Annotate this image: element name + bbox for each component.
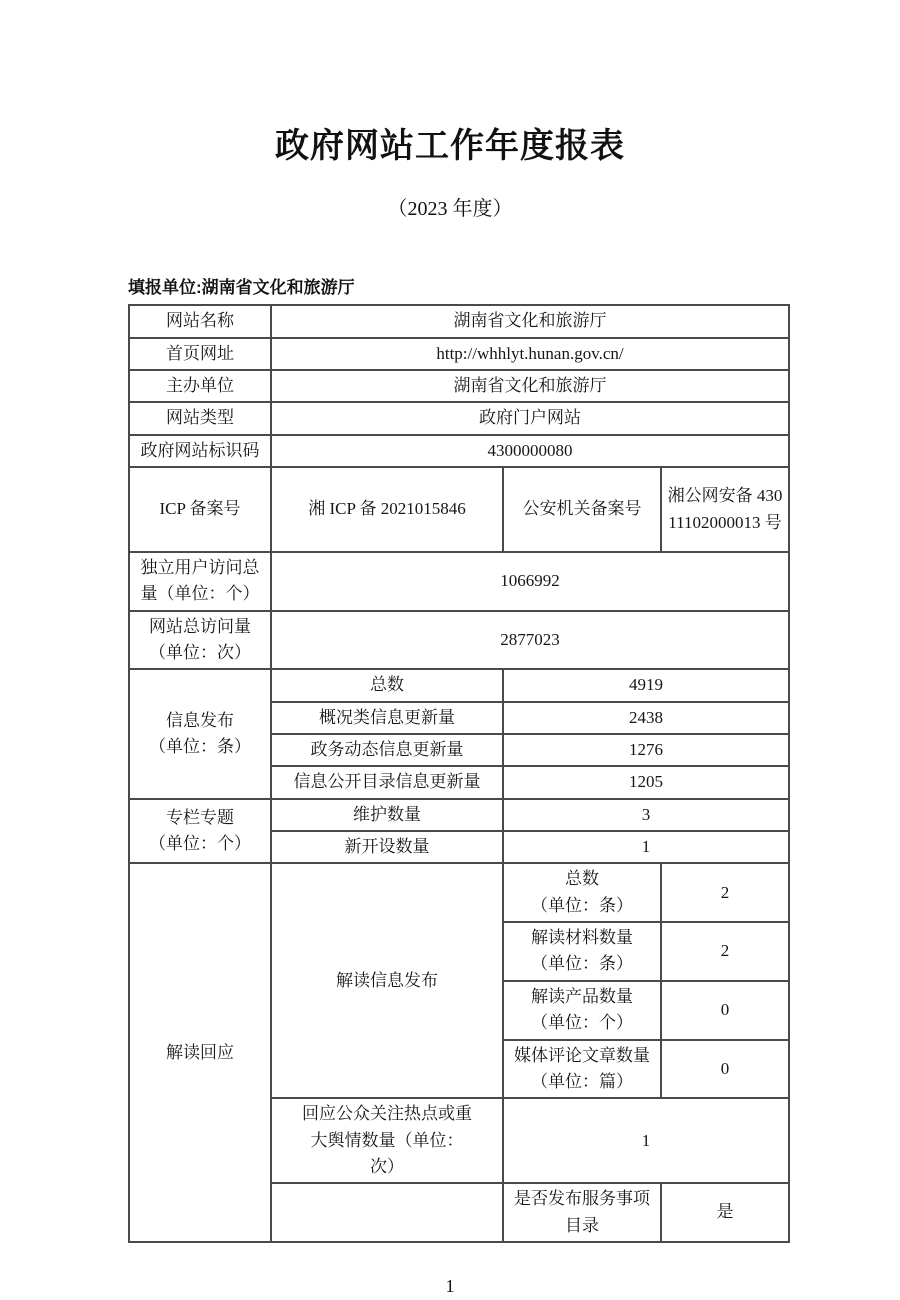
media-articles-value: 0 (661, 1040, 789, 1099)
interp-products-label-line2: （单位：个） (531, 1013, 633, 1033)
total-visits-value: 2877023 (271, 611, 789, 670)
directory-updates-value: 1205 (503, 766, 789, 798)
interp-products-value: 0 (661, 981, 789, 1040)
security-filing-label: 公安机关备案号 (503, 467, 661, 552)
interp-products-label-line1: 解读产品数量 (531, 986, 633, 1006)
interp-total-label-line1: 总数 (565, 869, 599, 889)
row-homepage-url (129, 338, 789, 370)
unique-visitors-value: 1066992 (271, 552, 789, 611)
info-publish-label-line1: 信息发布 (166, 710, 234, 730)
icp-value: 湘 ICP 备 2021015846 (271, 467, 503, 552)
site-id-code-value: 4300000080 (271, 435, 789, 467)
row-unique-visitors (129, 552, 789, 611)
row-site-name (129, 305, 789, 337)
gov-news-updates-label: 政务动态信息更新量 (271, 734, 503, 766)
interp-total-label (503, 863, 661, 922)
overview-updates-label: 概况类信息更新量 (271, 702, 503, 734)
media-articles-label-line1: 媒体评论文章数量 (514, 1045, 650, 1065)
host-unit-value: 湖南省文化和旅游厅 (271, 370, 789, 402)
homepage-url-value: http://whhlyt.hunan.gov.cn/ (271, 338, 789, 370)
row-total-visits (129, 611, 789, 670)
row-interp-total (129, 863, 789, 922)
unique-visitors-label: 独立用户访问总量（单位：个） (129, 552, 271, 611)
host-unit-label: 主办单位 (129, 370, 271, 402)
special-columns-section-label (129, 799, 271, 864)
info-publish-section-label (129, 669, 271, 798)
page-number: 1 (445, 1275, 455, 1296)
interpretation-publish-label: 解读信息发布 (271, 863, 503, 1098)
media-articles-label-line2: （单位：篇） (531, 1071, 633, 1091)
empty-cell (271, 1183, 503, 1242)
hotspot-response-label-text: 回应公众关注热点或重大舆情数量（单位：次） (302, 1104, 472, 1176)
page-title: 政府网站工作年度报表 (275, 127, 625, 165)
reporting-unit-label: 填报单位:湖南省文化和旅游厅 (128, 277, 355, 297)
row-info-publish-total (129, 669, 789, 701)
overview-updates-value: 2438 (503, 702, 789, 734)
media-articles-label (503, 1040, 661, 1099)
info-publish-label-line2: （单位：条） (149, 737, 251, 757)
row-columns-maintained (129, 799, 789, 831)
row-icp-filing (129, 467, 789, 552)
interp-products-label (503, 981, 661, 1040)
service-directory-value: 是 (661, 1183, 789, 1242)
site-id-code-label: 政府网站标识码 (129, 435, 271, 467)
hotspot-response-label (271, 1098, 503, 1183)
homepage-url-label: 首页网址 (129, 338, 271, 370)
row-site-id-code (129, 435, 789, 467)
directory-updates-label: 信息公开目录信息更新量 (271, 766, 503, 798)
interp-total-label-line2: （单位：条） (531, 895, 633, 915)
interp-materials-label (503, 922, 661, 981)
site-name-value: 湖南省文化和旅游厅 (271, 305, 789, 337)
interp-materials-label-line2: （单位：条） (531, 954, 633, 974)
info-total-label: 总数 (271, 669, 503, 701)
gov-news-updates-value: 1276 (503, 734, 789, 766)
row-site-type (129, 402, 789, 434)
annual-report-table (128, 304, 790, 1243)
page-subtitle: （2023 年度） (387, 197, 513, 220)
site-type-value: 政府门户网站 (271, 402, 789, 434)
info-total-value: 4919 (503, 669, 789, 701)
icp-label: ICP 备案号 (129, 467, 271, 552)
interp-total-value: 2 (661, 863, 789, 922)
interp-materials-label-line1: 解读材料数量 (531, 928, 633, 948)
special-columns-label-line1: 专栏专题 (166, 807, 234, 827)
row-host-unit (129, 370, 789, 402)
columns-maintained-label: 维护数量 (271, 799, 503, 831)
columns-new-value: 1 (503, 831, 789, 863)
special-columns-label-line2: （单位：个） (149, 834, 251, 854)
security-filing-value: 湘公网安备 43011102000013 号 (661, 467, 789, 552)
total-visits-label: 网站总访问量（单位：次） (129, 611, 271, 670)
columns-maintained-value: 3 (503, 799, 789, 831)
columns-new-label: 新开设数量 (271, 831, 503, 863)
site-type-label: 网站类型 (129, 402, 271, 434)
service-directory-label: 是否发布服务事项目录 (503, 1183, 661, 1242)
interp-materials-value: 2 (661, 922, 789, 981)
interpretation-section-label: 解读回应 (129, 863, 271, 1241)
hotspot-response-value: 1 (503, 1098, 789, 1183)
site-name-label: 网站名称 (129, 305, 271, 337)
